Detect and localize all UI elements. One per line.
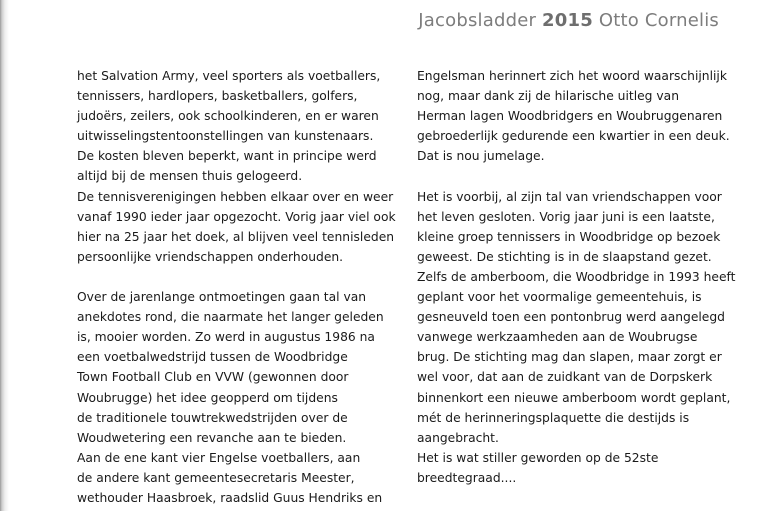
text-line: kleine groep tennissers in Woodbridge op bezoek bbox=[417, 229, 721, 244]
text-line: wethouder Haasbroek, raadslid Guus Hendriks en bbox=[77, 490, 383, 505]
text-line: Zelfs de amberboom, die Woodbridge in 1993 heeft bbox=[417, 269, 736, 284]
text-line: Aan de ene kant vier Engelse voetballers, aan bbox=[77, 450, 361, 465]
text-line: De kosten bleven beperkt, want in principe werd bbox=[77, 149, 377, 164]
text-line: Engelsman herinnert zich het woord waarschijnlijk bbox=[417, 69, 727, 83]
text-line: geplant voor het voormalige gemeentehuis, is bbox=[417, 290, 702, 305]
text-line: vanwege werkzaamheden aan de Woubrugse bbox=[417, 330, 698, 345]
text-line: vanaf 1990 ieder jaar opgezocht. Vorig jaar viel ook bbox=[77, 209, 396, 224]
left-column bbox=[77, 66, 396, 508]
text-line: de andere kant gemeentesecretaris Meester, bbox=[77, 470, 355, 485]
text-line: Het is wat stiller geworden op de 52ste bbox=[417, 450, 659, 465]
text-line: aangebracht. bbox=[417, 430, 499, 445]
text-line: brug. De stichting mag dan slapen, maar zorgt er bbox=[417, 350, 722, 365]
text-line: een voetbalwedstrijd tussen de Woodbridge bbox=[77, 350, 348, 365]
text-line: anekdotes rond, die naarmate het langer geleden bbox=[77, 310, 384, 325]
header-year: 2015 bbox=[542, 10, 593, 31]
page-edge-shadow bbox=[0, 0, 9, 511]
paragraph-gap bbox=[417, 166, 735, 186]
text-line: tennissers, hardlopers, basketballers, golfers, bbox=[77, 89, 358, 104]
text-line: De tennisverenigingen hebben elkaar over en weer bbox=[77, 189, 394, 204]
right-column bbox=[417, 66, 735, 488]
page-header bbox=[418, 10, 719, 31]
text-line: Het is voorbij, al zijn tal van vriendschappen voor bbox=[417, 189, 722, 204]
header-author: Otto Cornelis bbox=[598, 10, 719, 31]
text-line: nog, maar dank zij de hilarische uitleg van bbox=[417, 89, 679, 104]
text-line: Herman lagen Woodbridgers en Woubruggenaren bbox=[417, 109, 723, 124]
text-line: het leven gesloten. Vorig jaar juni is een laatste, bbox=[417, 209, 715, 224]
text-line: is, mooier worden. Zo werd in augustus 1986 na bbox=[77, 330, 375, 345]
text-line: geweest. De stichting is in de slaapstand gezet. bbox=[417, 249, 712, 264]
text-line: wel voor, dat aan de zuidkant van de Dorpskerk bbox=[417, 370, 713, 385]
text-line: persoonlijke vriendschappen onderhouden. bbox=[77, 249, 344, 264]
text-line: Woudwetering een revanche aan te bieden. bbox=[77, 430, 347, 445]
text-line: mét de herinneringsplaquette die destijds is bbox=[417, 410, 690, 425]
text-line: Town Football Club en VVW (gewonnen door bbox=[77, 370, 349, 385]
text-line: het Salvation Army, veel sporters als voetballers, bbox=[77, 69, 381, 83]
text-line: de traditionele touwtrekwedstrijden over de bbox=[77, 410, 348, 425]
text-line: hier na 25 jaar het doek, al blijven veel tennisleden bbox=[77, 229, 395, 244]
text-line: binnenkort een nieuwe amberboom wordt geplant, bbox=[417, 390, 731, 405]
text-line: Woubrugge) het idee geopperd om tijdens bbox=[77, 390, 338, 405]
text-line: altijd bij de mensen thuis gelogeerd. bbox=[77, 169, 303, 184]
text-line: judoërs, zeilers, ook schoolkinderen, en er waren bbox=[77, 109, 379, 124]
paragraph-gap bbox=[77, 267, 396, 287]
text-line: breedtegraad.... bbox=[417, 470, 517, 485]
text-line: gebroederlijk gedurende een kwartier in een deuk. bbox=[417, 129, 730, 144]
text-line: gesneuveld toen een pontonbrug werd aangelegd bbox=[417, 310, 725, 325]
text-line: Dat is nou jumelage. bbox=[417, 149, 545, 164]
text-line: uitwisselingstentoonstellingen van kunstenaars. bbox=[77, 129, 374, 144]
header-title: Jacobsladder bbox=[418, 10, 537, 31]
text-line: Over de jarenlange ontmoetingen gaan tal van bbox=[77, 290, 367, 305]
